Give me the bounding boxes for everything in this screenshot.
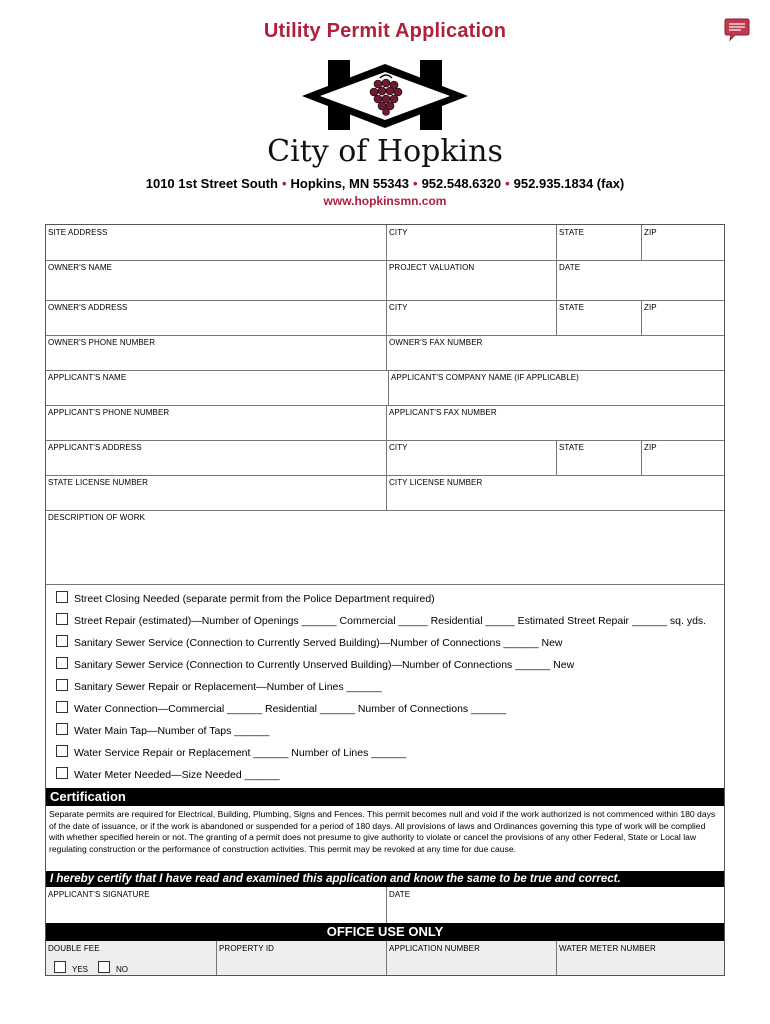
form-row — [46, 510, 724, 585]
city-name: City of Hopkins — [267, 134, 503, 169]
checkbox[interactable] — [56, 657, 68, 669]
website-link[interactable]: www.hopkinsmn.com — [323, 194, 447, 208]
form-row — [46, 225, 724, 261]
form-row — [46, 335, 724, 371]
work-type-checklist — [46, 585, 724, 789]
form-row — [46, 370, 724, 406]
signature-date-field[interactable]: DATE — [386, 887, 724, 923]
city-field[interactable]: CITY — [386, 440, 556, 475]
city-license-field[interactable]: CITY LICENSE NUMBER — [386, 475, 724, 510]
double-fee-yes[interactable]: YES — [54, 961, 88, 974]
site-address-field[interactable]: SITE ADDRESS — [48, 228, 108, 237]
check-water-meter[interactable]: Water Meter Needed—Size Needed ______ — [56, 767, 280, 781]
form-row — [46, 405, 724, 441]
zip-field[interactable]: ZIP — [641, 440, 724, 475]
state-field[interactable]: STATE — [556, 225, 641, 260]
applicants-fax-field[interactable]: APPLICANT'S FAX NUMBER — [386, 405, 724, 440]
form-row — [46, 440, 724, 476]
checkbox[interactable] — [56, 635, 68, 647]
check-street-repair[interactable]: Street Repair (estimated)—Number of Openings ______ Commercial _____ Residential _____ Estimated Street Repair ______ sq. yds. — [56, 613, 706, 627]
fax-number: 952.935.1834 (fax) — [513, 176, 625, 191]
zip-field[interactable]: ZIP — [641, 300, 724, 335]
applicants-name-field[interactable]: APPLICANT'S NAME — [48, 373, 127, 382]
check-water-connection[interactable]: Water Connection—Commercial ______ Residential ______ Number of Connections ______ — [56, 701, 506, 715]
owners-fax-field[interactable]: OWNER'S FAX NUMBER — [386, 335, 724, 370]
signature-row — [46, 887, 724, 923]
applicants-phone-field[interactable]: APPLICANT'S PHONE NUMBER — [48, 408, 170, 417]
certification-text: Separate permits are required for Electrical, Building, Plumbing, Signs and Fences. This permit becomes null and void if the work authorized is not commenced within 180 days of the date of issuance, or if the work is abandoned or suspended for a period of 180 days. All provisions of laws and Ordinances governing this type of work will be complied with whether specified herein or not. The granting of a permit does not presume to give authority to violate or cancel the provisions of any other Federal, State or Local law regulating construction or the performance of construction activities. This permit may be revoked at any time for due cause. — [49, 809, 716, 854]
certification-heading: Certification — [46, 788, 724, 806]
double-fee-field: DOUBLE FEE YES NO — [48, 944, 128, 974]
description-field[interactable]: DESCRIPTION OF WORK — [48, 513, 146, 522]
checkbox[interactable] — [56, 767, 68, 779]
form-row — [46, 260, 724, 301]
certify-statement: I hereby certify that I have read and examined this application and know the same to be true and correct. — [46, 871, 724, 887]
page-title: Utility Permit Application — [263, 20, 507, 42]
check-sewer-served[interactable]: Sanitary Sewer Service (Connection to Currently Served Building)—Number of Connections ______ New — [56, 635, 563, 649]
applicant-signature-field[interactable]: APPLICANT'S SIGNATURE — [48, 890, 150, 899]
checkbox[interactable] — [56, 613, 68, 625]
applicants-company-field[interactable]: APPLICANT'S COMPANY NAME (IF APPLICABLE) — [388, 370, 724, 405]
state-license-field[interactable]: STATE LICENSE NUMBER — [48, 478, 148, 487]
application-number-field[interactable]: APPLICATION NUMBER — [386, 941, 556, 975]
city-field[interactable]: CITY — [386, 300, 556, 335]
checkbox[interactable] — [56, 679, 68, 691]
check-water-service-repair[interactable]: Water Service Repair or Replacement ______ Number of Lines ______ — [56, 745, 406, 759]
checkbox[interactable] — [56, 701, 68, 713]
zip-field[interactable]: ZIP — [641, 225, 724, 260]
property-id-field[interactable]: PROPERTY ID — [216, 941, 386, 975]
water-meter-number-field[interactable]: WATER METER NUMBER — [556, 941, 724, 975]
applicants-address-field[interactable]: APPLICANT'S ADDRESS — [48, 443, 142, 452]
checkbox[interactable] — [56, 723, 68, 735]
form-row — [46, 300, 724, 336]
checkbox[interactable] — [56, 591, 68, 603]
comment-icon[interactable] — [724, 18, 750, 42]
office-row — [46, 941, 724, 975]
contact-line: 1010 1st Street South • Hopkins, MN 55343 • 952.548.6320 • 952.935.1834 (fax) — [145, 176, 625, 191]
check-sewer-unserved[interactable]: Sanitary Sewer Service (Connection to Currently Unserved Building)—Number of Connections ______ New — [56, 657, 574, 671]
state-field[interactable]: STATE — [556, 440, 641, 475]
check-water-main-tap[interactable]: Water Main Tap—Number of Taps ______ — [56, 723, 269, 737]
permit-form — [45, 224, 725, 976]
state-field[interactable]: STATE — [556, 300, 641, 335]
checkbox[interactable] — [54, 961, 66, 973]
checkbox[interactable] — [98, 961, 110, 973]
city-field[interactable]: CITY — [386, 225, 556, 260]
owners-phone-field[interactable]: OWNER'S PHONE NUMBER — [48, 338, 156, 347]
check-sewer-repair[interactable]: Sanitary Sewer Repair or Replacement—Number of Lines ______ — [56, 679, 382, 693]
project-valuation-field[interactable]: PROJECT VALUATION — [386, 260, 556, 300]
checkbox[interactable] — [56, 745, 68, 757]
owners-name-field[interactable]: OWNER'S NAME — [48, 263, 113, 272]
owners-address-field[interactable]: OWNER'S ADDRESS — [48, 303, 128, 312]
street-address: 1010 1st Street South — [145, 176, 278, 191]
form-row — [46, 475, 724, 511]
city-state-zip: Hopkins, MN 55343 — [290, 176, 410, 191]
check-street-closing[interactable]: Street Closing Needed (separate permit from the Police Department required) — [56, 591, 435, 605]
office-use-heading: OFFICE USE ONLY — [46, 923, 724, 941]
date-field[interactable]: DATE — [556, 260, 724, 300]
phone-number: 952.548.6320 — [421, 176, 502, 191]
double-fee-no[interactable]: NO — [98, 961, 128, 974]
